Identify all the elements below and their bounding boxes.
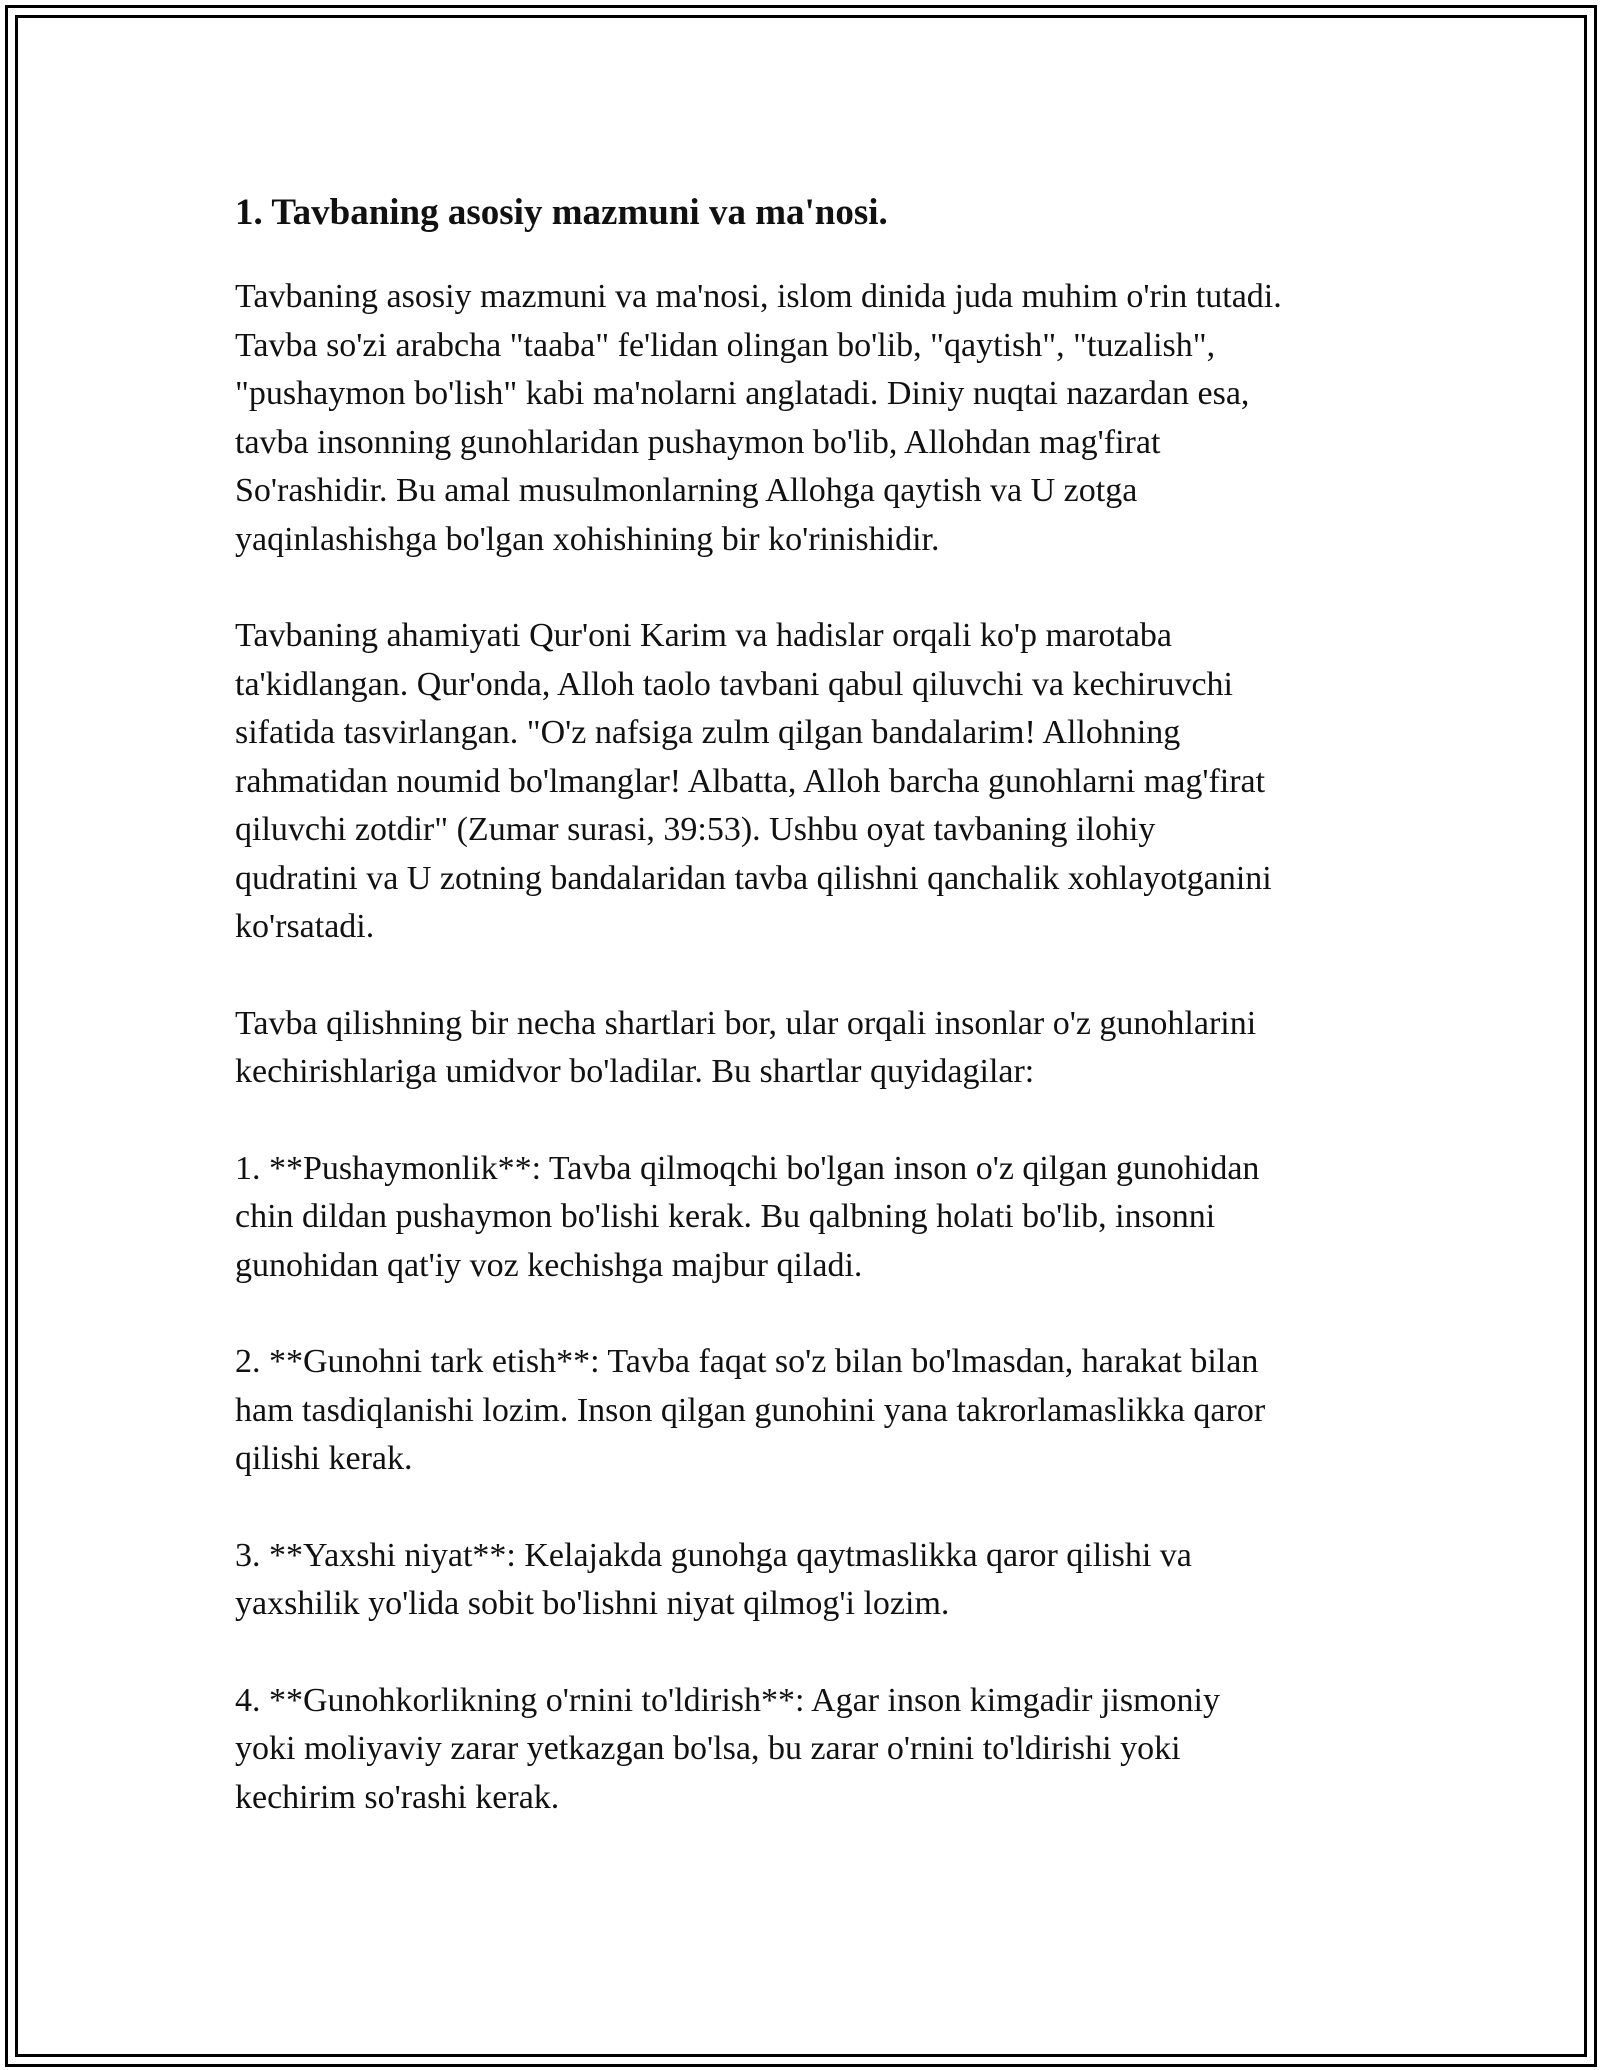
text-line: kechirim so'rashi kerak. (235, 1778, 560, 1816)
paragraph-importance (235, 612, 1415, 952)
text-line: Tavba qilishning bir necha shartlari bor, ular orqali insonlar o'z gunohlarini (235, 1004, 1257, 1042)
paragraph-conditions-intro (235, 1000, 1415, 1097)
text-line: yaxshilik yo'lida sobit bo'lishni niyat qilmog'i lozim. (235, 1585, 950, 1622)
condition-item-2 (235, 1338, 1415, 1484)
text-line: ta'kidlangan. Qur'onda, Alloh taolo tavbani qabul qiluvchi va kechiruvchi (235, 665, 1234, 703)
document-body (235, 185, 1415, 1870)
text-line: "pushaymon bo'lish" kabi ma'nolarni anglatadi. Diniy nuqtai nazardan esa, (235, 375, 1250, 412)
page-title: 1. Tavbaning asosiy mazmuni va ma'nosi. (235, 192, 888, 233)
text-line: gunohidan qat'iy voz kechishga majbur qiladi. (235, 1246, 863, 1284)
text-line: 4. **Gunohkorlikning o'rnini to'ldirish**: Agar inson kimgadir jismoniy (235, 1681, 1221, 1719)
text-line: rahmatidan noumid bo'lmanglar! Albatta, Alloh barcha gunohlarni mag'firat (235, 762, 1266, 800)
text-line: Tavba so'zi arabcha "taaba" fe'lidan olingan bo'lib, "qaytish", "tuzalish", (235, 326, 1216, 364)
text-line: Tavbaning asosiy mazmuni va ma'nosi, islom dinida juda muhim o'rin tutadi. (235, 278, 1282, 315)
text-line: ham tasdiqlanishi lozim. Inson qilgan gunohini yana takrorlamaslikka qaror (235, 1391, 1266, 1429)
text-line: qilishi kerak. (235, 1440, 413, 1477)
text-line: 1. **Pushaymonlik**: Tavba qilmoqchi bo'lgan inson o'z qilgan gunohidan (235, 1149, 1260, 1187)
text-line: qiluvchi zotdir" (Zumar surasi, 39:53). Ushbu oyat tavbaning ilohiy (235, 811, 1156, 848)
text-line: yaqinlashishga bo'lgan xohishining bir ko'rinishidir. (235, 520, 940, 558)
condition-item-1 (235, 1145, 1415, 1291)
text-line: Tavbaning ahamiyati Qur'oni Karim va hadislar orqali ko'p marotaba (235, 617, 1173, 654)
text-line: yoki moliyaviy zarar yetkazgan bo'lsa, bu zarar o'rnini to'ldirishi yoki (235, 1730, 1181, 1767)
paragraph-meaning (235, 273, 1415, 564)
text-line: 2. **Gunohni tark etish**: Tavba faqat so'z bilan bo'lmasdan, harakat bilan (235, 1343, 1259, 1380)
condition-item-3 (235, 1532, 1415, 1629)
text-line: kechirishlariga umidvor bo'ladilar. Bu shartlar quyidagilar: (235, 1053, 1035, 1090)
text-line: qudratini va U zotning bandalaridan tavba qilishni qanchalik xohlayotganini (235, 859, 1272, 897)
text-line: tavba insonning gunohlaridan pushaymon bo'lib, Allohdan mag'firat (235, 423, 1161, 461)
text-line: chin dildan pushaymon bo'lishi kerak. Bu qalbning holati bo'lib, insonni (235, 1198, 1216, 1235)
condition-item-4 (235, 1677, 1415, 1823)
text-line: sifatida tasvirlangan. "O'z nafsiga zulm qilgan bandalarim! Allohning (235, 714, 1181, 751)
text-line: 3. **Yaxshi niyat**: Kelajakda gunohga qaytmaslikka qaror qilishi va (235, 1536, 1192, 1574)
text-line: So'rashidir. Bu amal musulmonlarning Allohga qaytish va U zotga (235, 472, 1138, 509)
text-line: ko'rsatadi. (235, 908, 375, 945)
